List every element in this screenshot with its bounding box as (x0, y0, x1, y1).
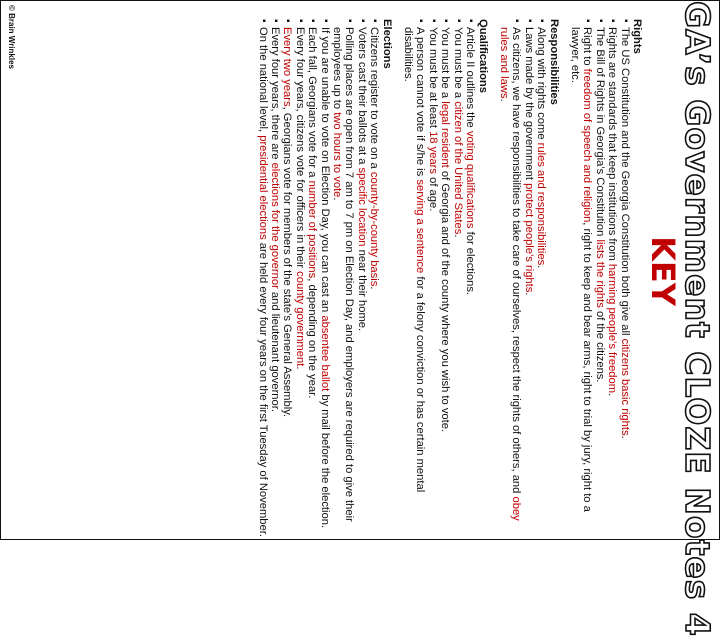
answer-text: rules and responsibilities (535, 142, 548, 266)
bullet-icon: ▪ (523, 19, 535, 23)
answer-text: county-by-county basis (368, 171, 381, 287)
note-text: for a felony conviction or has certain mental disabilities. (402, 27, 427, 493)
note-text: near their home. (355, 246, 368, 332)
note-text: are held every four years on the first Tuesday of November. (256, 239, 269, 537)
answer-text: two hours to vote (331, 112, 344, 198)
bullet-icon: ▪ (465, 19, 477, 23)
note-text: Every four years, there are (269, 27, 282, 163)
bullet-item (355, 19, 367, 539)
bullet-icon: ▪ (427, 19, 439, 23)
answer-text: 18 years (426, 131, 439, 174)
bullet-icon: ▪ (270, 19, 282, 23)
bullet-icon: ▪ (282, 19, 294, 23)
answer-text: citizens basic rights (618, 338, 631, 436)
answer-text: citizen of the United States (451, 101, 464, 235)
bullet-icon: ▪ (257, 19, 269, 23)
rotated-content (1, 1, 720, 637)
bullet-item (522, 19, 534, 539)
bullet-item (569, 19, 594, 539)
bullet-icon: ▪ (356, 19, 368, 23)
bullet-icon: ▪ (369, 19, 381, 23)
bullet-item (535, 19, 547, 539)
note-text: , right to keep and bear arms, right to trial by jury, right to a lawyer, etc. (568, 27, 594, 512)
section-heading: Rights (631, 19, 643, 54)
bullet-item (593, 19, 605, 539)
note-text: of age. (426, 174, 439, 212)
answer-text: specific location (355, 167, 368, 247)
answer-text: obey rules and laws (497, 27, 523, 521)
note-text: The US Constitution and the Georgia Constitution both give all (618, 27, 631, 339)
bullet-icon: ▪ (415, 19, 427, 23)
note-text: Along with rights come (535, 27, 548, 143)
answer-text: absentee ballot (318, 315, 331, 392)
answer-text: serving a sentence (414, 179, 427, 274)
notes-body (247, 19, 643, 539)
bullet-item (427, 19, 439, 539)
note-text: . (368, 286, 381, 290)
bullet-icon: ▪ (536, 19, 548, 23)
note-text: for elections. (464, 228, 477, 296)
bullet-item (331, 19, 356, 539)
answer-text: Every two years (281, 27, 294, 107)
note-text: . (618, 435, 631, 439)
note-text: Article II outlines the (464, 27, 477, 131)
note-text: . (331, 197, 344, 201)
note-text: A person cannot vote if s/he is (414, 27, 427, 180)
note-text: of the citizens. (593, 307, 606, 383)
bullet-item (451, 19, 463, 539)
bullet-icon: ▪ (319, 19, 331, 23)
bullet-icon: ▪ (619, 19, 631, 23)
bullet-item (318, 19, 330, 539)
bullet-icon: ▪ (307, 19, 319, 23)
note-text: . (293, 366, 306, 370)
section-elections (256, 19, 392, 539)
bullet-item (256, 19, 268, 539)
note-text: . (606, 393, 619, 397)
answer-text: harming people’s freedom (606, 263, 619, 394)
section-qualifications (402, 19, 489, 539)
note-text: . (451, 234, 464, 238)
note-text: Voters cast their ballots at a (355, 27, 368, 168)
note-text: , depending on the year. (306, 278, 319, 399)
note-text: Rights are standards that keep institutions from (606, 27, 619, 264)
bullet-icon: ▪ (607, 19, 619, 23)
answer-text: voting qualifications (464, 130, 477, 229)
bullet-item (498, 19, 523, 539)
bullet-list (402, 19, 476, 539)
bullet-list (569, 19, 631, 539)
bullet-item (269, 19, 281, 539)
bullet-item (618, 19, 630, 539)
answer-text: legal resident (439, 101, 452, 168)
bullet-item (281, 19, 293, 539)
note-text: of Georgia and of the county where you wish to vote. (439, 167, 452, 433)
key-label: KEY (644, 236, 682, 306)
bullet-icon: ▪ (511, 19, 523, 23)
note-text: Laws made by the government (522, 27, 535, 184)
note-text: . (497, 98, 510, 102)
note-text: On the national level, (256, 27, 269, 136)
bullet-icon: ▪ (452, 19, 464, 23)
bullet-icon: ▪ (344, 19, 356, 23)
section-responsibilities (498, 19, 560, 539)
note-text: As citizens, we have responsibilities to take care of ourselves, respect the rights of others, and (510, 27, 523, 497)
answer-text: elections for the governor (269, 162, 282, 289)
answer-text: presidential elections (256, 135, 269, 240)
note-text: If you are unable to vote on Election Day, you can cast an (318, 27, 331, 316)
note-text: Citizens register to vote on a (368, 27, 381, 172)
bullet-icon: ▪ (594, 19, 606, 23)
bullet-item (293, 19, 305, 539)
note-text: and lieutenant governor. (269, 288, 282, 412)
bullet-icon: ▪ (440, 19, 452, 23)
answer-text: freedom of speech and religion (581, 68, 594, 223)
answer-text: number of positions (306, 180, 319, 279)
note-text: , Georgians vote for members of the state’s General Assembly. (281, 106, 294, 418)
section-rights (569, 19, 643, 539)
section-heading: Responsibilities (547, 19, 560, 105)
note-text: The Bill of Rights in Georgia’s Constitution (593, 27, 606, 240)
note-text: Each fall, Georgians vote for a (306, 27, 319, 181)
bullet-icon: ▪ (582, 19, 594, 23)
section-heading: Qualifications (476, 19, 489, 93)
bullet-list (256, 19, 380, 539)
note-text: . (535, 265, 548, 269)
answer-text: protect people’s rights (522, 183, 535, 293)
copyright-text: © Brain Wrinkles (7, 5, 16, 69)
bullet-icon: ▪ (294, 19, 306, 23)
bullet-item (306, 19, 318, 539)
note-text: by mail before the election. (318, 391, 331, 529)
note-text: Every four years, citizens vote for officers in their (293, 27, 306, 272)
note-text: Right to (581, 27, 594, 69)
answer-text: lists the rights (593, 239, 606, 308)
page-title: GA’s Government CLOZE Notes 4 (678, 1, 717, 637)
note-text: You must be a (451, 27, 464, 102)
note-text: Polling places are open from 7 am to 7 pm on Election Day, and employers are required to give their employees up to (331, 27, 356, 522)
bullet-item (368, 19, 380, 539)
note-text: . (522, 292, 535, 296)
section-heading: Elections (380, 19, 393, 69)
bullet-item (464, 19, 476, 539)
bullet-item (402, 19, 427, 539)
bullet-item (606, 19, 618, 539)
note-text: You must be a (439, 27, 452, 102)
bullet-list (498, 19, 548, 539)
bullet-item (439, 19, 451, 539)
note-text: You must be at least (426, 27, 439, 132)
answer-text: county government (293, 271, 306, 367)
